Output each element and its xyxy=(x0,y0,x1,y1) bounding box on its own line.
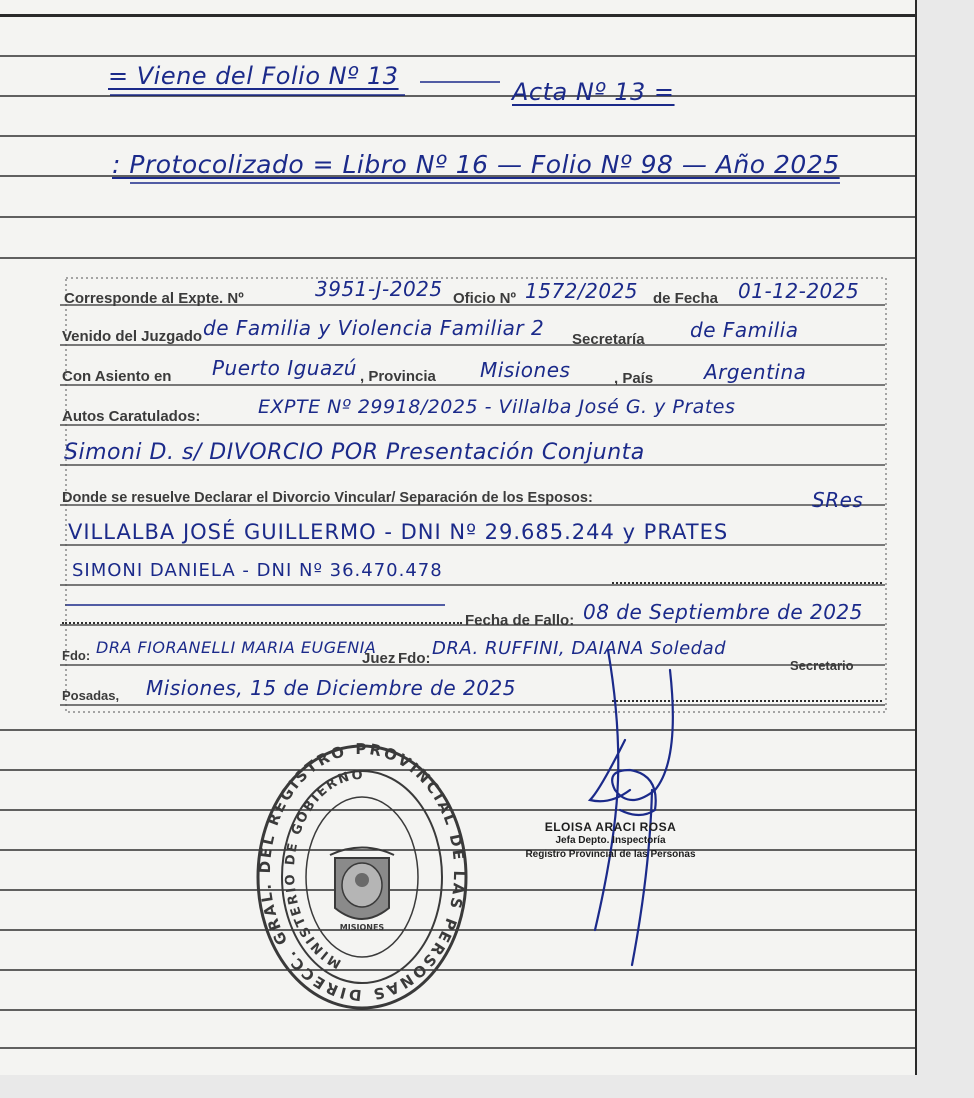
resuelve-label: Donde se resuelve Declarar el Divorcio Vincular/ Separación de los Esposos: xyxy=(62,490,593,506)
blank-fill-line xyxy=(62,622,462,624)
secretario-label: Secretario xyxy=(790,658,854,673)
secretaria-label: Secretaría xyxy=(572,331,645,348)
handwritten-signature xyxy=(560,640,710,970)
folio-reference: = Viene del Folio Nº 13 xyxy=(108,62,399,90)
oficio-label: Oficio Nº xyxy=(453,290,516,307)
signatory-stamp xyxy=(488,820,733,862)
signatory-name: ELOISA ARACI ROSA xyxy=(544,820,677,834)
asiento-value: Puerto Iguazú xyxy=(212,356,357,380)
resuelve-value-line1: VILLALBA JOSÉ GUILLERMO - DNI Nº 29.685.244 y PRATES xyxy=(68,520,729,544)
acta-reference: Acta Nº 13 = xyxy=(512,78,675,106)
oficio-value: 1572/2025 xyxy=(525,279,639,303)
pais-label: , País xyxy=(614,370,654,387)
seal-emblem-text: MISIONES xyxy=(339,923,385,932)
asiento-label: Con Asiento en xyxy=(62,368,172,385)
expte-value: 3951-J-2025 xyxy=(315,277,443,301)
autos-value-line2: Simoni D. s/ DIVORCIO POR Presentación Conjunta xyxy=(64,440,645,465)
seal-outer-text: DIRECC. GRAL. DEL REGISTRO PROVINCIAL DE LAS PERSONAS xyxy=(255,740,469,1005)
resuelve-value-line2: SIMONI DANIELA - DNI Nº 36.470.478 xyxy=(72,560,443,581)
fallo-label: Fecha de Fallo: xyxy=(465,612,575,629)
expte-label: Corresponde al Expte. Nº xyxy=(64,290,244,307)
provincia-label: , Provincia xyxy=(360,368,436,385)
autos-value-line1: EXPTE Nº 29918/2025 - Villalba José G. y Prates xyxy=(258,396,736,418)
provincia-value: Misiones xyxy=(480,358,571,382)
blank-fill-line xyxy=(612,582,882,584)
venido-value: de Familia y Violencia Familiar 2 xyxy=(203,316,545,340)
juez-label: Juez xyxy=(362,650,396,667)
signatory-role: Jefa Depto. Inspectoría xyxy=(555,835,666,846)
posadas-label: Posadas, xyxy=(62,688,120,703)
autos-label: Autos Caratulados: xyxy=(62,408,201,425)
official-seal xyxy=(255,740,470,1015)
fallo-value: 08 de Septiembre de 2025 xyxy=(583,600,863,624)
coat-of-arms-icon xyxy=(330,848,394,920)
seal-inner-text: MINISTERIO DE GOBIERNO xyxy=(282,767,366,971)
venido-label: Venido del Juzgado xyxy=(62,328,203,345)
juez-value: DRA FIORANELLI MARIA EUGENIA xyxy=(96,638,377,657)
secretaria-value: de Familia xyxy=(690,318,799,342)
protocolizado-line: : Protocolizado = Libro Nº 16 — Folio Nº 98 — Año 2025 xyxy=(112,150,840,179)
posadas-value: Misiones, 15 de Diciembre de 2025 xyxy=(146,676,516,700)
fecha-value: 01-12-2025 xyxy=(738,279,860,303)
secretario-prefix: Fdo: xyxy=(398,650,431,667)
resuelve-value-title: SRes xyxy=(812,488,864,512)
signatory-org: Registro Provincial de las Personas xyxy=(525,849,696,860)
pais-value: Argentina xyxy=(704,360,807,384)
juez-prefix: Fdo: xyxy=(62,648,91,663)
fecha-label: de Fecha xyxy=(653,290,719,307)
secretario-value: DRA. RUFFINI, DAIANA Soledad xyxy=(432,638,727,659)
